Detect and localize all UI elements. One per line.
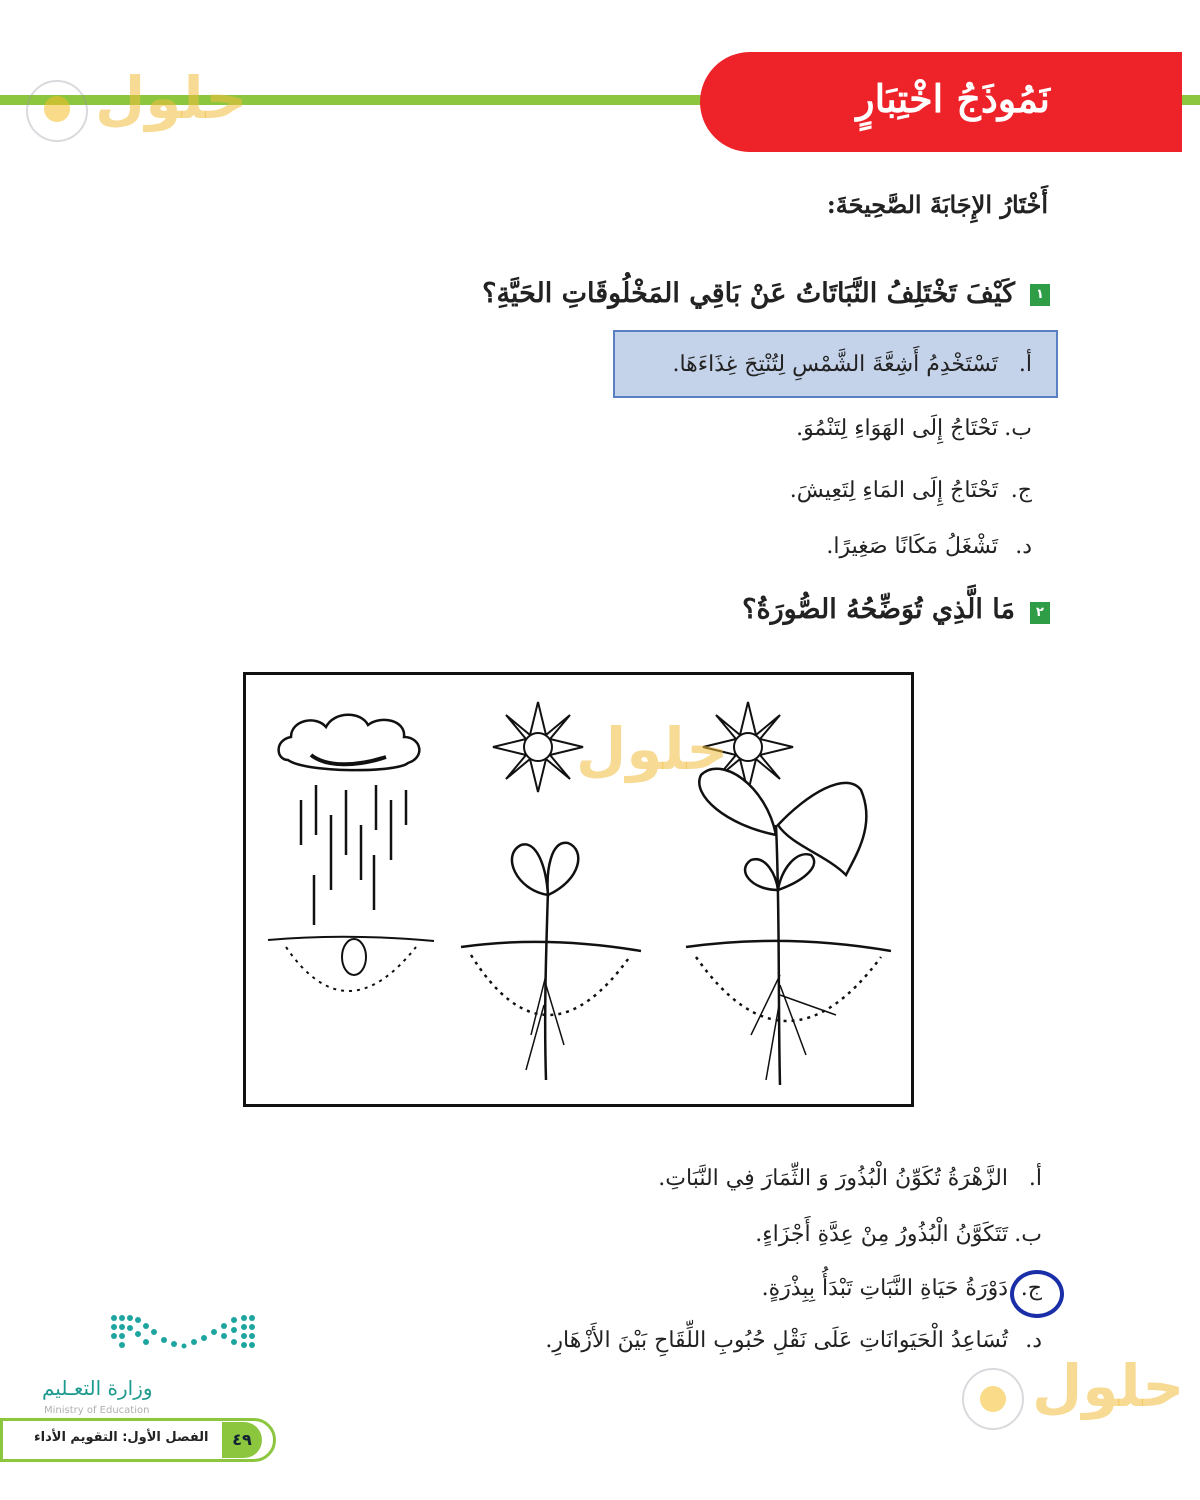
page-title: نَمُوذَجُ اخْتِبَارٍ [856, 76, 1050, 121]
option-letter: أ. [1018, 352, 1032, 377]
option-letter: ج. [1020, 1276, 1042, 1301]
watermark-text: حلول [95, 64, 248, 132]
instruction-text: أَخْتَارُ الإِجَابَةَ الصَّحِيحَةَ: [826, 190, 1048, 219]
rain-cloud-icon [279, 715, 420, 925]
option-text: تَسْتَخْدِمُ أَشِعَّةَ الشَّمْسِ لِتُنْتِجَ غِذَاءَهَا. [672, 352, 998, 377]
option-text: تُسَاعِدُ الْحَيَوانَاتِ عَلَى نَقْلِ حُبُوبِ اللِّقَاحِ بَيْنَ الأَزْهَارِ. [545, 1328, 1008, 1353]
watermark-logo-icon [44, 96, 70, 122]
option-letter: د. [1015, 534, 1032, 559]
question-number-badge: ١ [1030, 284, 1050, 306]
seed-icon [268, 937, 434, 991]
option-letter: ب. [1014, 1222, 1042, 1247]
q2-option-c[interactable] [762, 1276, 1042, 1301]
option-text: تَحْتَاجُ إِلَى المَاءِ لِتَعِيشَ. [789, 478, 998, 503]
q2-option-a[interactable] [658, 1166, 1042, 1191]
seedling-icon [461, 843, 641, 1080]
option-text: تَحْتَاجُ إِلَى الهَوَاءِ لِتَنْمُوَ. [796, 416, 998, 441]
q2-option-d[interactable] [545, 1328, 1042, 1353]
sun-icon [493, 702, 583, 792]
watermark-text: حلول [1032, 1352, 1185, 1420]
plant-life-cycle-figure [243, 672, 914, 1107]
option-text: دَوْرَةُ حَيَاةِ النَّبَاتِ تَبْدَأُ بِبِذْرَةٍ. [761, 1276, 1008, 1301]
chapter-label: الفصل الأول: التقويم الأداء [34, 1430, 209, 1445]
q1-option-b[interactable] [796, 416, 1032, 441]
ministry-name-ar: وزارة التعـليم [42, 1376, 153, 1400]
watermark-logo-icon [980, 1386, 1006, 1412]
option-text: تَتَكَوَّنُ الْبُذُورُ مِنْ عِدَّةِ أَجْزَاءٍ. [755, 1222, 1008, 1247]
question-2-text: مَا الَّذِي تُوَضِّحُهُ الصُّورَةُ؟ [742, 594, 1015, 625]
option-letter: أ. [1028, 1166, 1042, 1191]
q1-option-c[interactable] [790, 478, 1032, 503]
plant-icon [686, 769, 891, 1085]
option-letter: د. [1025, 1328, 1042, 1353]
option-text: الزَّهْرَةُ تُكَوِّنُ الْبُذُورَ وَ الثِّمَارَ فِي النَّبَاتِ. [658, 1166, 1008, 1191]
watermark-text: حلول [576, 715, 729, 783]
option-text: تَشْغَلُ مَكَانًا صَغِيرًا. [826, 534, 998, 559]
q1-option-d[interactable] [826, 534, 1032, 559]
q1-option-a[interactable] [672, 352, 1032, 377]
question-1-text: كَيْفَ تَخْتَلِفُ النَّبَاتَاتُ عَنْ بَاقِي المَخْلُوقَاتِ الحَيَّةِ؟ [482, 278, 1015, 309]
q2-option-b[interactable] [755, 1222, 1042, 1247]
question-number-badge: ٢ [1030, 602, 1050, 624]
option-letter: ج. [1010, 478, 1032, 503]
ministry-name-en: Ministry of Education [44, 1405, 150, 1416]
ministry-logo-icon [108, 1312, 258, 1362]
page-number: ٤٩ [222, 1422, 262, 1458]
option-letter: ب. [1004, 416, 1032, 441]
